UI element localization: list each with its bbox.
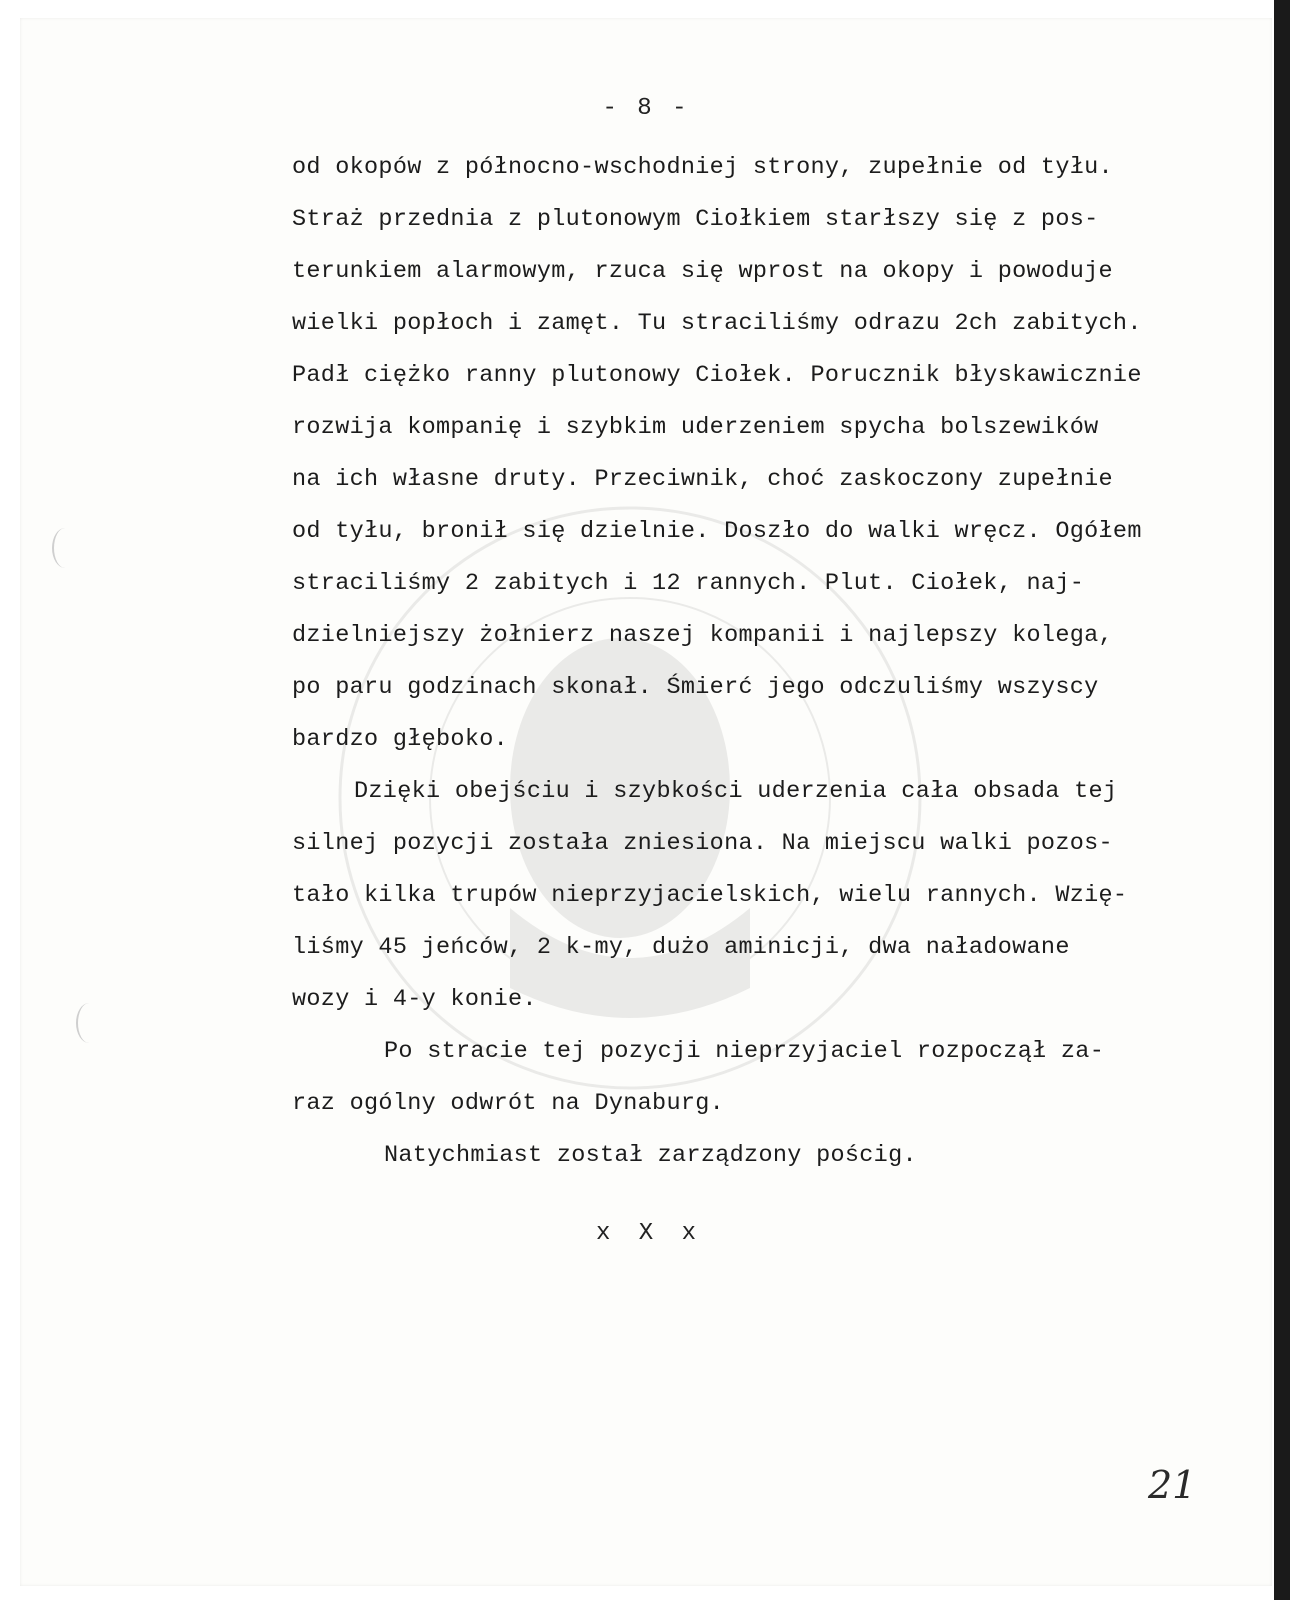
text-line: Natychmiast został zarządzony pościg. [384,1142,917,1169]
text-line: rozwija kompanię i szybkim uderzeniem spycha bolszewików [292,414,1099,441]
typed-body-text [292,142,1222,1182]
scan-edge [1274,0,1290,1600]
text-line: liśmy 45 jeńców, 2 k-my, dużo aminicji, dwa naładowane [292,934,1070,961]
document-page [20,18,1272,1586]
text-line: bardzo głęboko. [292,726,509,753]
punch-hole-mark [52,528,78,568]
text-line: silnej pozycji została zniesiona. Na miejscu walki pozos- [292,830,1113,857]
text-line: straciliśmy 2 zabitych i 12 rannych. Plut. Ciołek, naj- [292,570,1085,597]
text-line: na ich własne druty. Przeciwnik, choć zaskoczony zupełnie [292,466,1113,493]
text-line: raz ogólny odwrót na Dynaburg. [292,1090,725,1117]
section-end-mark: x X x [595,1220,696,1247]
punch-hole-mark [76,1003,102,1043]
text-line: od tyłu, bronił się dzielnie. Doszło do walki wręcz. Ogółem [292,518,1142,545]
text-line: wielki popłoch i zamęt. Tu straciliśmy odrazu 2ch zabitych. [292,310,1142,337]
text-line: po paru godzinach skonał. Śmierć jego odczuliśmy wszyscy [292,674,1099,701]
text-line: dzielniejszy żołnierz naszej kompanii i najlepszy kolega, [292,622,1113,649]
text-line: tało kilka trupów nieprzyjacielskich, wielu rannych. Wzię- [292,882,1128,909]
text-line: Straż przednia z plutonowym Ciołkiem starłszy się z pos- [292,206,1099,233]
text-line: Dzięki obejściu i szybkości uderzenia cała obsada tej [354,778,1118,805]
text-line: wozy i 4-y konie. [292,986,537,1013]
text-line: terunkiem alarmowym, rzuca się wprost na okopy i powoduje [292,258,1113,285]
handwritten-folio-number: 21 [1148,1463,1197,1507]
page-number: - 8 - [602,95,690,122]
text-line: Po stracie tej pozycji nieprzyjaciel rozpoczął za- [384,1038,1105,1065]
text-line: Padł ciężko ranny plutonowy Ciołek. Porucznik błyskawicznie [292,362,1142,389]
text-line: od okopów z północno-wschodniej strony, zupełnie od tyłu. [292,154,1113,181]
